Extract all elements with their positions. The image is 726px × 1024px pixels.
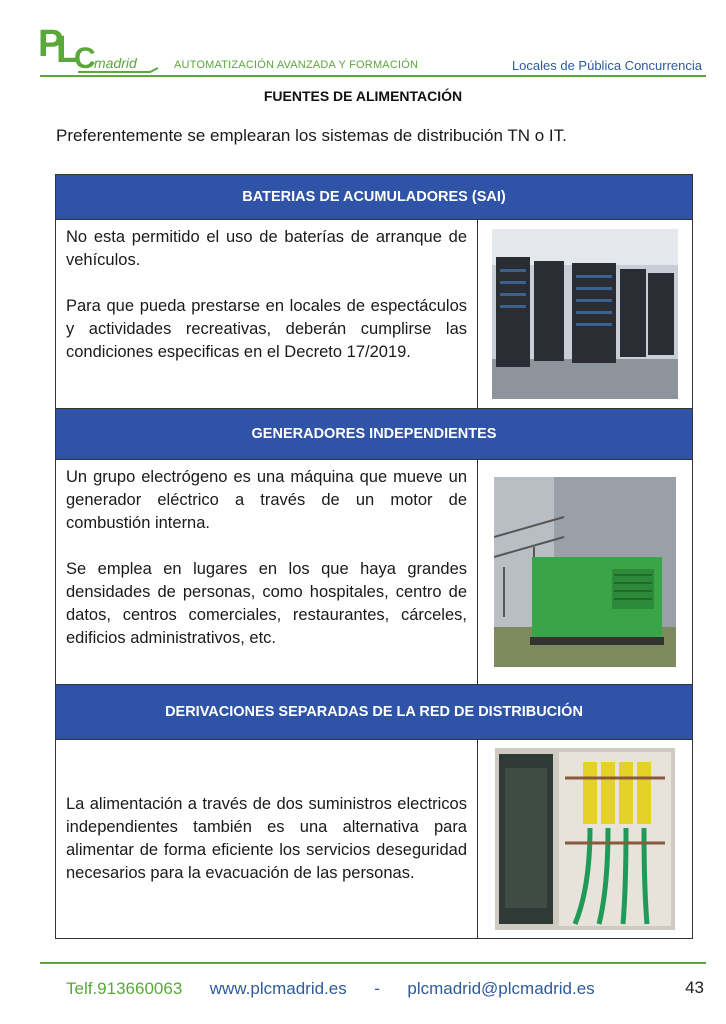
- svg-text:L: L: [56, 29, 80, 71]
- section-name: Locales de Pública Concurrencia: [511, 58, 702, 73]
- section-heading-derivaciones: DERIVACIONES SEPARADAS DE LA RED DE DISTRIBUCIÓN: [56, 685, 692, 740]
- footer-contact: [66, 979, 595, 999]
- footer-divider: [40, 962, 706, 964]
- header-divider: [40, 75, 706, 77]
- paragraph: Para que pueda prestarse en locales de espectáculos y actividades recreativas, deberán cumplirse las condiciones especificas en el Decreto 17/2019.: [66, 297, 467, 361]
- footer-phone: Telf.913660063: [66, 979, 183, 998]
- section-row-derivaciones: [56, 740, 692, 938]
- svg-text:P: P: [38, 23, 64, 65]
- paragraph: La alimentación a través de dos suministros electricos independientes también es una alternativa para alimentar de forma eficiente los servicios deseguridad necesarios para la evacuación de las personas.: [66, 795, 467, 882]
- section-heading-generadores: GENERADORES INDEPENDIENTES: [56, 409, 692, 460]
- section-text-sai: [56, 220, 478, 408]
- generator-photo: [478, 460, 692, 684]
- electrical-panel-photo: [478, 740, 692, 938]
- svg-text:madrid: madrid: [94, 55, 137, 71]
- footer-separator: -: [374, 979, 380, 998]
- section-row-sai: [56, 220, 692, 409]
- section-text-generadores: [56, 460, 478, 684]
- svg-text:C: C: [74, 42, 96, 75]
- section-text-derivaciones: [56, 740, 478, 938]
- tagline: AUTOMATIZACIÓN AVANZADA Y FORMACIÓN: [174, 59, 419, 71]
- plcmadrid-logo: [38, 16, 162, 76]
- footer-email[interactable]: plcmadrid@plcmadrid.es: [407, 979, 595, 998]
- page-title: FUENTES DE ALIMENTACIÓN: [263, 88, 463, 104]
- power-sources-table: [55, 174, 693, 939]
- paragraph: Se emplea en lugares en los que haya grandes densidades de personas, como hospitales, centro de datos, centros comerciales, restaurantes, cárceles, edificios administrativos, etc.: [66, 560, 467, 647]
- server-racks-photo: [478, 220, 692, 408]
- section-heading-sai: BATERIAS DE ACUMULADORES (SAI): [56, 175, 692, 220]
- page-number: 43: [685, 978, 704, 997]
- footer-website[interactable]: www.plcmadrid.es: [209, 979, 347, 998]
- section-row-generadores: [56, 460, 692, 685]
- paragraph: Un grupo electrógeno es una máquina que mueve un generador eléctrico a través de un motor de combustión interna.: [66, 468, 467, 532]
- paragraph: No esta permitido el uso de baterías de arranque de vehículos.: [66, 228, 467, 269]
- intro-text: Preferentemente se emplearan los sistemas de distribución TN o IT.: [56, 126, 567, 145]
